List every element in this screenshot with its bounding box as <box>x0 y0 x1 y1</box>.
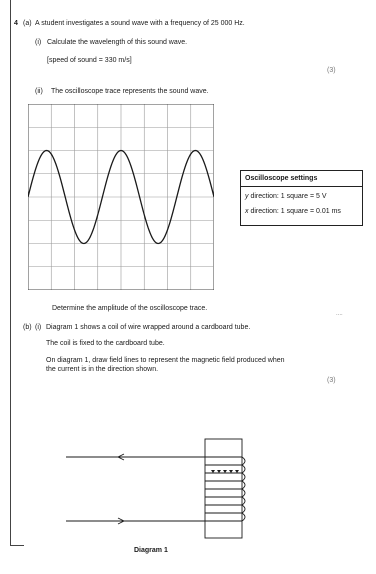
part-b-i-label: (i) <box>35 324 42 331</box>
part-a-i-label: (i) <box>35 39 42 46</box>
y-variable: y <box>245 193 249 200</box>
x-variable: x <box>245 208 249 215</box>
marks-b-i: (3) <box>327 377 336 384</box>
settings-y-direction <box>245 193 327 202</box>
coil-turns <box>205 457 245 521</box>
part-a-stem: A student investigates a sound wave with a frequency of 25 000 Hz. <box>35 20 245 27</box>
x-setting-text: direction: 1 square = 0.01 ms <box>248 208 341 215</box>
part-a-i-text: Calculate the wavelength of this sound wave. <box>47 39 188 46</box>
question-number: 4 <box>14 20 18 27</box>
settings-x-direction <box>245 208 341 217</box>
part-b-i-text2: The coil is fixed to the cardboard tube. <box>46 340 165 347</box>
settings-divider <box>241 186 362 187</box>
diagram-caption: Diagram 1 <box>134 547 168 554</box>
coil-direction-arrows <box>211 470 239 473</box>
part-b-i-text1: Diagram 1 shows a coil of wire wrapped around a cardboard tube. <box>46 324 251 331</box>
marks-a-i: (3) <box>327 67 336 74</box>
part-a-ii-label: (ii) <box>35 88 43 95</box>
y-setting-text: direction: 1 square = 5 V <box>248 193 327 200</box>
oscilloscope-grid <box>28 104 214 290</box>
part-b-i-text3b: the current is in the direction shown. <box>46 366 159 373</box>
part-b-label: (b) <box>23 324 32 331</box>
speed-of-sound-data: [speed of sound = 330 m/s] <box>47 57 132 64</box>
answer-dots: .... <box>336 311 343 317</box>
oscilloscope-settings-box <box>240 170 363 226</box>
part-a-ii-text: The oscilloscope trace represents the sound wave. <box>51 88 209 95</box>
oscilloscope-trace <box>28 104 214 290</box>
amplitude-prompt: Determine the amplitude of the oscilloscope trace. <box>52 305 208 312</box>
settings-title: Oscilloscope settings <box>245 175 318 182</box>
diagram-coil <box>0 428 376 548</box>
cardboard-tube <box>205 439 242 538</box>
part-b-i-text3a: On diagram 1, draw field lines to represent the magnetic field produced when <box>46 357 285 364</box>
part-a-label: (a) <box>23 20 32 27</box>
